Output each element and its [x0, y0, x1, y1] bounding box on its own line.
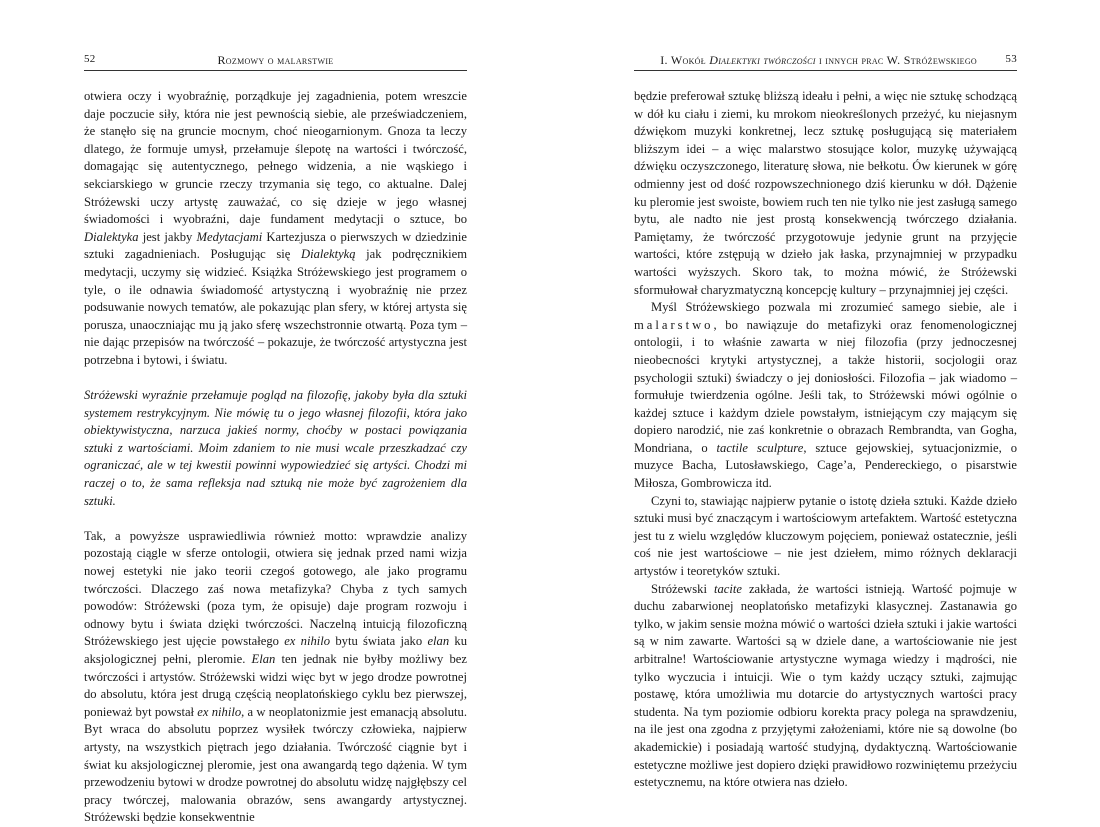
left-page-body [84, 88, 467, 827]
right-page-body [634, 88, 1017, 792]
page-number: 53 [1005, 53, 1017, 65]
running-head: Rozmowy o malarstwie [217, 53, 334, 67]
paragraph: Tak, a powyższe usprawiedliwia również motto: wprawdzie analizy pozostają ciągle w sferze ontologii, otwiera się jednak przed nami wizja nowej estetyki nie jako teorii czegoś gotowego, ale jako programu twórczości. Dlaczego zaś nowa metafizyka? Chyba z tych samych powodów: Stróżewski (poza tym, że opisuje) daje program rozwoju i odnowy bytu i świata dzięki twórczości. Naczelną intuicją filozoficzną Stróżewskiego jest ujęcie powstałego ex nihilo bytu świata jako elan ku aksjologicznej pełni, pleromie. Elan ten jednak nie byłby możliwy bez twórczości i artystów. Stróżewski widzi więc byt w jego drodze powrotnej do absolutu, która jest drugą częścią neoplatońskiego cyklu bez pierwszej, ponieważ byt powstał ex nihilo, a w neoplatonizmie jest emanacją absolutu. Byt wraca do absolutu poprzez wysiłek twórczy człowieka, najpierw artysty, na wszystkich piętrach jego działania. Twórczość ciągnie byt i świat ku aksjologicznej pleromie, jest ona awangardą tego dążenia. W tym przewodzeniu bytowi w drodze powrotnej do absolutu widzę najgłębszy cel pracy twórczej, malowania obrazów, sens awangardy artystycznej. Stróżewski będzie konsekwentnie [84, 528, 468, 825]
paragraph: Czyni to, stawiając najpierw pytanie o istotę dzieła sztuki. Każde dzieło sztuki musi być znaczącym i wartościowym artefaktem. Wartość estetyczna jest tu z wielu względów kluczowym pojęciem, ponieważ ostatecznie, jeśli coś nie jest wartościowe – nie jest dziełem, mimo różnych deklaracji artystów i teoretyków sztuki. [634, 493, 1017, 579]
paragraph: Myśl Stróżewskiego pozwala mi zrozumieć samego siebie, ale i malarstwo, bo nawiązuje do metafizyki oraz fenomenologicznej ontologii, i to właśnie zawarta w niej filozofia (przy jednoczesnej nieobecności krytyki artystycznej, a także historii, socjologii oraz psychologii sztuki) świadczy o jej doniosłości. Filozofia – jak wiadomo – formułuje twierdzenia ogólne. Jeśli tak, to Stróżewski mówi ogólnie o każdej sztuce i każdym dziele powstałym, istniejącym czy mającym się dopiero narodzić, nie zaś konkretnie o obrazach Rembrandta, van Gogha, Mondriana, o tactile sculpture, sztuce gejowskiej, sytuacjonizmie, o muzyce Bacha, Lutosławskiego, Cage’a, Pendereckiego, o pisarstwie Miłosza, Gombrowicza itd. [634, 300, 1017, 491]
left-page-header [84, 50, 467, 71]
paragraph: będzie preferował sztukę bliższą ideału i pełni, a więc nie sztukę schodzącą w dół ku ciału i ziemi, ku mrokom nieokreślonych przeżyć, ku niejasnym dźwiękom muzyki konkretnej, lecz sztukę posługującą się materiałem bliższym idei – a więc malarstwo stosujące kolor, muzykę używającą dźwięku oczyszczonego, literaturę słowa, nie bełkotu. Ów kierunek w górę odmienny jest od dość rozpowszechnionego dziś kierunku w dół. Dążenie ku pleromie jest swoiste, bowiem ruch ten nie tylko nie jest zasługą samego bytu, ale nadto nie jest prostą konsekwencją twórczego działania. Pamiętamy, że twórczość przygotowuje jedynie grunt na przyjęcie wartości, które zstępują w dzieło jak łaska, przynajmniej w przypadku wartości wyższych. Skoro tak, to można mówić, że Stróżewski sformułował charyzmatyczną koncepcję kultury – przynajmniej jej części. [634, 89, 1017, 297]
paragraph: Stróżewski tacite zakłada, że wartości istnieją. Wartość pojmuje w duchu zabarwionej neoplatońsko metafizyki klasycznej. Zastanawia go tylko, w jakim sensie można mówić o wartości dzieła sztuki i jakie wartości są w nim zawarte. Wartości są w dziele dane, a wartościowanie nie jest arbitralne! Wartościowanie artystyczne wymaga wiedzy i mądrości, nie tylko wyczucia i intuicji. Wie o tym każdy uczący sztuki, zajmując postawę, która umożliwia mu dotarcie do artystycznych wartości pracy studenta. Na tym poziomie odbioru korekta pracy polega na sprawdzeniu, na ile jest ona zgodna z przyjętymi założeniami, które nie są dowolne (bo akademickie) i posiadają wartość studyjną, dydaktyczną. Wartościowanie estetyczne możliwe jest dopiero dzięki prawidłowo rozwiniętemu przeżyciu estetycznemu, na które otwiera nas dzieło. [634, 581, 1017, 790]
right-page [550, 0, 1100, 790]
left-page [0, 0, 550, 825]
right-page-header [634, 50, 1017, 71]
paragraph: otwiera oczy i wyobraźnię, porządkuje jej zagadnienia, potem wreszcie daje poczucie siły, która nie jest pewnością siebie, ale przeświadczeniem, że stanęło się na gruncie mocnym, choć nieogarnionym. Gnoza ta leczy dlatego, że formuje umysł, przełamuje ślepotę na wartości i twórczość, domagając się autentycznego, pełnego widzenia, a nie wąskiego i sekciarskiego w gruncie rzeczy trzymania się tego, co aktualne. Dalej Stróżewski uczy artystę zauważać, co się dzieje w jego własnej świadomości i wyobraźni, daje fundament medytacji o sztuce, bo Dialektyka jest jakby Medytacjami Kartezjusza o pierwszych w dziedzinie sztuki zagadnieniach. Posługując się Dialektyką jak podręcznikiem medytacji, uczymy się widzieć. Książka Stróżewskiego jest programem o tyle, o ile odnawia świadomość artystyczną i wyobraźnię nie przez podsuwanie nowych tematów, ale pokazując plan sfery, w której artysta się porusza, unaoczniając mu ją jako sferę wszechstronnie otwartą. Poza tym – nie dając przepisów na twórczość – pokazuje, że twórczość artystyczna jest potrzebna i bytowi, i światu. [84, 89, 468, 367]
interview-question: Stróżewski wyraźnie przełamuje pogląd na filozofię, jakoby była dla sztuki systemem restrykcyjnym. Nie mówię tu o jego własnej filozofii, która jako obiektywistyczna, narzuca jakieś normy, choćby w postaci powiązania sztuki z wartościami. Moim zdaniem to nie musi wcale przeszkadzać czy ograniczać, ale w tej kwestii powinni wypowiedzieć się artyści. Chodzi mi raczej o to, że sama refleksja nad sztuką nie może być zagrożeniem dla sztuki. [84, 388, 467, 508]
page-number: 52 [84, 53, 96, 65]
running-head: I. Wokół Dialektyki twórczości i innych prac W. Stróżewskiego [660, 53, 977, 67]
